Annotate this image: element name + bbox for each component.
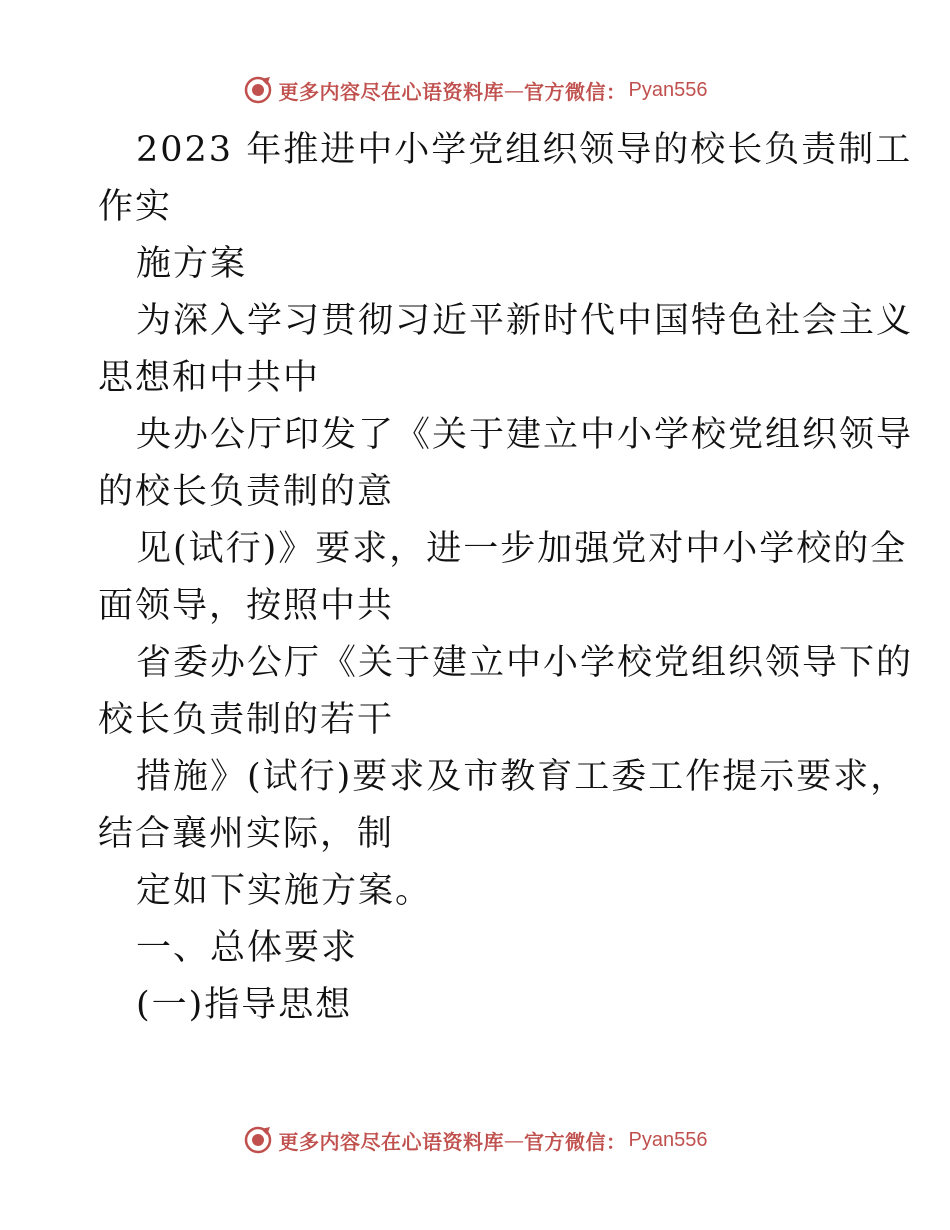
paragraph-line: 见(试行)》要求，进一步加强党对中小学校的全: [136, 529, 908, 569]
seal-logo-icon: [243, 75, 273, 105]
paragraph-line: 校长负责制的若干: [98, 700, 395, 740]
document-body: [98, 122, 914, 1034]
watermark-text: 更多内容尽在心语资料库: [278, 79, 505, 104]
watermark-text: 更多内容尽在心语资料库: [278, 1129, 505, 1154]
header-watermark: [0, 72, 950, 108]
watermark-dash: —: [504, 78, 525, 102]
title-line-2: 作实: [98, 187, 173, 227]
section-heading: 一、总体要求: [136, 928, 359, 968]
watermark-wechat-id: Pyan556: [628, 1128, 708, 1151]
footer-watermark: [0, 1122, 950, 1158]
watermark-wechat-label: 官方微信：: [524, 1129, 627, 1154]
paragraph-line: 措施》(试行)要求及市教育工委工作提示要求，: [136, 757, 908, 797]
watermark-wechat-label: 官方微信：: [524, 79, 627, 104]
paragraph-line: 思想和中共中: [98, 358, 321, 398]
subsection-heading: (一)指导思想: [136, 985, 353, 1025]
paragraph-line: 为深入学习贯彻习近平新时代中国特色社会主义: [136, 301, 914, 341]
paragraph-line: 央办公厅印发了《关于建立中小学校党组织领导: [136, 415, 914, 455]
paragraph-line: 面领导，按照中共: [98, 586, 395, 626]
paragraph-line: 省委办公厅《关于建立中小学校党组织领导下的: [136, 643, 914, 683]
watermark-dash: —: [504, 1128, 525, 1152]
title-line-3: 施方案: [136, 244, 248, 284]
paragraph-line: 结合襄州实际，制: [98, 814, 395, 854]
seal-logo-icon: [243, 1125, 273, 1155]
title-line-1: 2023 年推进中小学党组织领导的校长负责制工: [136, 130, 913, 170]
paragraph-line: 的校长负责制的意: [98, 472, 395, 512]
paragraph-line: 定如下实施方案。: [136, 871, 433, 911]
watermark-wechat-id: Pyan556: [628, 78, 708, 101]
